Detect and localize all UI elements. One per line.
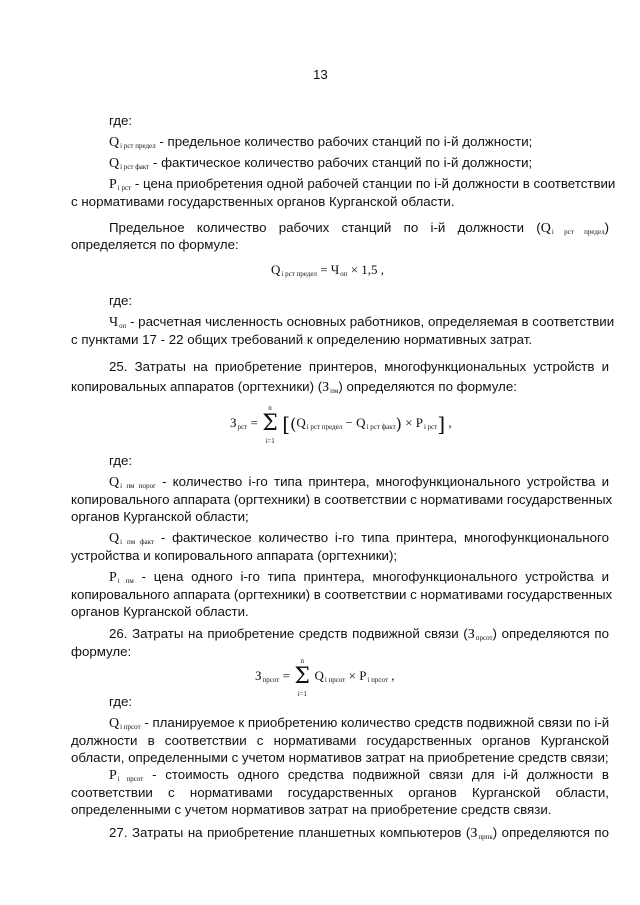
def-p-prsot: $P_{i прсот}$ - стоимость одного средства подвижной связи для i-й должности в bbox=[109, 767, 609, 783]
def-p-rst-line2: с нормативами государственных органов Курганской области. bbox=[71, 194, 455, 209]
paragraph-26-line2: формуле: bbox=[71, 644, 132, 659]
def-q-pm-porog: $Q_{i пм порог}$ - количество i-го типа принтера, многофункционального устройства и bbox=[109, 474, 609, 490]
limit-paragraph-line2: определяется по формуле: bbox=[71, 237, 239, 252]
paragraph-26-line1: 26. Затраты на приобретение средств подвижной связи $(З_{прсот})$ определяются по bbox=[109, 626, 609, 642]
def-p-prsot-line2: соответствии с нормативами государственных органов Курганской области, bbox=[71, 785, 609, 800]
def-p-pm: $P_{i пм}$ - цена одного i-го типа принтера, многофункционального устройства и bbox=[109, 569, 609, 585]
page-number: 13 bbox=[313, 67, 328, 82]
def-ch-op: $Ч_{оп}$ - расчетная численность основных работников, определяемая в соответствии bbox=[109, 314, 615, 330]
where-label: где: bbox=[109, 453, 133, 468]
sum-symbol: n Σ i=1 bbox=[262, 404, 278, 445]
def-p-pm-line3: органов Курганской области. bbox=[71, 604, 249, 619]
limit-paragraph-line1: Предельное количество рабочих станций по i-й должности $(Q_{i рст предел})$ bbox=[109, 220, 609, 236]
def-q-rst-predel: $Q_{i рст предел}$ - предельное количество рабочих станций по i-й должности; bbox=[109, 134, 533, 150]
formula-26: $З_{прсот}$ = n Σ i=1 $Q_{i прсот} \times P_{i прсот}$ , bbox=[255, 657, 395, 698]
paragraph-25-line2: копировальных аппаратов (оргтехники) $(З_{пм})$ определяются по формуле: bbox=[71, 379, 517, 395]
paragraph-25-line1: 25. Затраты на приобретение принтеров, многофункциональных устройств и bbox=[109, 359, 609, 374]
def-q-pm-porog-line2: копировального аппарата (оргтехники) в соответствии с нормативами государственных bbox=[71, 492, 613, 507]
def-q-prsot-line3: области, определенными с учетом нормативов затрат на приобретение средств связи; bbox=[71, 750, 609, 765]
def-p-pm-line2: копировального аппарата (оргтехники) в соответствии с нормативами государственных bbox=[71, 587, 613, 602]
def-q-pm-fakt-line2: устройства и копировального аппарата (оргтехники); bbox=[71, 548, 398, 563]
where-label: где: bbox=[109, 293, 133, 308]
def-q-prsot-line2: должности в соответствии с нормативами государственных органов Курганской bbox=[71, 733, 609, 748]
def-q-prsot: $Q_{i прсот}$ - планируемое к приобретению количество средств подвижной связи по i-й bbox=[109, 715, 610, 731]
paragraph-27-line1: 27. Затраты на приобретение планшетных компьютеров $(З_{прпк})$ определяются по bbox=[109, 825, 609, 841]
sum-symbol: n Σ i=1 bbox=[294, 657, 310, 698]
formula-limit: $Q_{i рст предел} = Ч_{оп} \times 1,5$ , bbox=[271, 262, 385, 278]
where-label: где: bbox=[109, 113, 133, 128]
def-q-pm-fakt: $Q_{i пм факт}$ - фактическое количество i-го типа принтера, многофункционального bbox=[109, 530, 609, 546]
def-p-rst: $P_{i рст}$ - цена приобретения одной рабочей станции по i-й должности в соответствии bbox=[109, 176, 616, 192]
formula-25: $З_{рст}$ = n Σ i=1 $[(Q_{i рст предел} - Q_{i рст факт}) \times P_{i рст}]$ , bbox=[230, 404, 452, 445]
where-label: где: bbox=[109, 694, 133, 709]
def-ch-op-line2: с пунктами 17 - 22 общих требований к определению нормативных затрат. bbox=[71, 332, 533, 347]
def-p-prsot-line3: определенными с учетом нормативов затрат на приобретение средств связи. bbox=[71, 802, 552, 817]
def-q-rst-fakt: $Q_{i рст факт}$ - фактическое количество рабочих станций по i-й должности; bbox=[109, 155, 533, 171]
def-q-pm-porog-line3: органов Курганской области; bbox=[71, 509, 249, 524]
